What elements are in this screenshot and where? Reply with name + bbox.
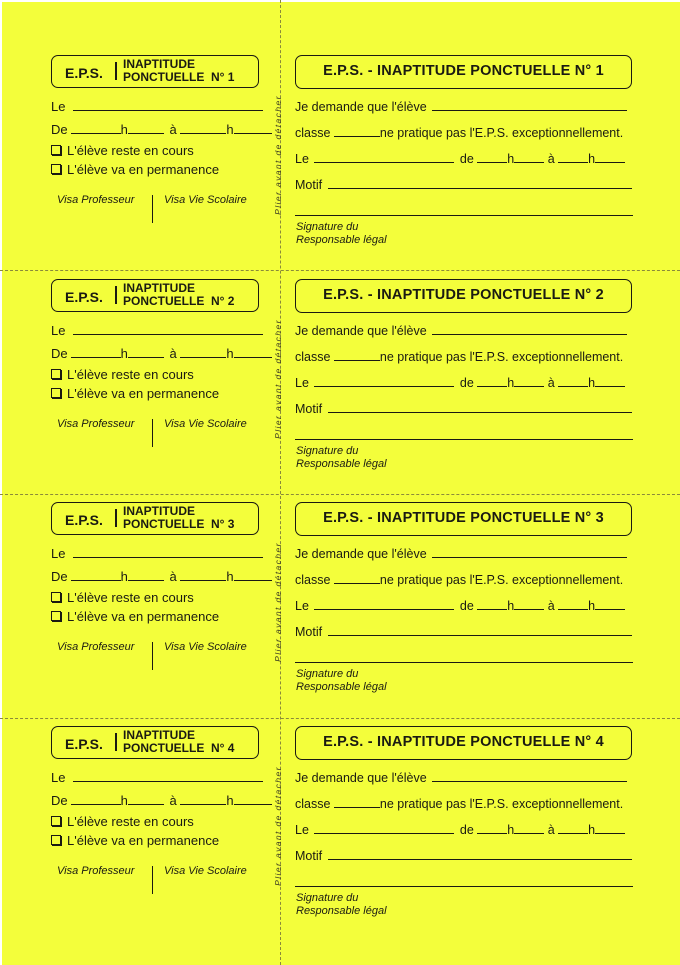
stub-end-minute-field[interactable] [234, 792, 272, 805]
stub-option-permanence[interactable] [51, 386, 219, 401]
coupon-classe-label: classe [295, 573, 331, 587]
stub-start-hour-field[interactable] [71, 792, 121, 805]
stub-date-row [51, 98, 263, 114]
stub-title-line1: INAPTITUDE [123, 281, 195, 295]
coupon-end-minute-field[interactable] [595, 150, 625, 163]
coupon-motif-line2[interactable] [295, 662, 633, 663]
coupon-classe-suffix: ne pratique pas l'E.P.S. exceptionnellement. [379, 797, 624, 811]
fold-instruction [272, 304, 284, 454]
coupon-class-row [295, 795, 623, 811]
coupon-end-minute-field[interactable] [595, 821, 625, 834]
stub-date-row [51, 545, 263, 561]
stub-title [123, 505, 234, 531]
coupon-student-name-field[interactable] [432, 769, 627, 782]
stub-title [123, 729, 234, 755]
coupon-classe-label: classe [295, 126, 331, 140]
fold-instruction [272, 527, 284, 677]
stub-end-hour-field[interactable] [180, 568, 226, 581]
stub-a-label: à [169, 569, 177, 584]
coupon-le-label: Le [295, 376, 309, 390]
coupon-motif-line2[interactable] [295, 886, 633, 887]
coupon-motif-row [295, 400, 632, 416]
coupon-le-label: Le [295, 599, 309, 613]
coupon-de-label: de [459, 376, 474, 390]
coupon-de-label: de [459, 823, 474, 837]
coupon-start-minute-field[interactable] [514, 150, 544, 163]
visa-vie-scolaire-label: Visa Vie Scolaire [164, 194, 247, 206]
stub-option-permanence-label: L'élève va en permanence [67, 162, 220, 177]
stub-time-row [51, 345, 272, 361]
stub-option-cours[interactable] [51, 367, 194, 382]
coupon-h1-label: h [507, 376, 515, 390]
stub-header-divider [115, 286, 117, 304]
stub-option-cours-label: L'élève reste en cours [67, 814, 194, 829]
coupon-h1-label: h [507, 599, 515, 613]
visa-divider [152, 866, 153, 894]
coupon-classe-label: classe [295, 350, 331, 364]
stub-de-label: De [51, 793, 68, 808]
coupon-date-field[interactable] [314, 150, 454, 163]
inaptitude-slip [0, 40, 680, 264]
coupon-motif-field[interactable] [328, 847, 632, 860]
stub-end-minute-field[interactable] [234, 121, 272, 134]
coupon-classe-suffix: ne pratique pas l'E.P.S. exceptionnellement. [379, 350, 624, 364]
signature-line2: Responsable légal [296, 681, 387, 693]
visa-professeur-label: Visa Professeur [57, 865, 135, 877]
stub-a-label: à [169, 122, 177, 137]
stub-start-hour-field[interactable] [71, 568, 121, 581]
visa-professeur-label: Visa Professeur [57, 194, 135, 206]
stub-header [51, 502, 259, 535]
coupon-date-row [295, 597, 625, 613]
coupon-signature-label [296, 445, 387, 471]
visa-vie-scolaire-label: Visa Vie Scolaire [164, 418, 247, 430]
coupon-demande-label: Je demande que l'élève [295, 100, 427, 114]
stub-de-label: De [51, 122, 68, 137]
checkbox-icon[interactable] [51, 835, 61, 845]
coupon-h2-label: h [588, 823, 596, 837]
inaptitude-slip [0, 487, 680, 711]
stub-de-label: De [51, 346, 68, 361]
fold-instruction-text: Plier avant de détacher [273, 766, 283, 886]
coupon-signature-label [296, 221, 387, 247]
coupon-classe-suffix: ne pratique pas l'E.P.S. exceptionnellement. [379, 126, 624, 140]
stub-title-line2: PONCTUELLE N° 1 [123, 70, 235, 84]
inaptitude-slip [0, 711, 680, 935]
stub-header-divider [115, 733, 117, 751]
coupon-signature-label [296, 892, 387, 918]
coupon-start-hour-field[interactable] [477, 150, 507, 163]
horizontal-cut-line [0, 494, 680, 495]
stub-h2-label: h [226, 793, 234, 808]
checkbox-icon[interactable] [51, 592, 61, 602]
coupon-date-field[interactable] [314, 374, 454, 387]
coupon-motif-row [295, 847, 632, 863]
inaptitude-slip [0, 264, 680, 488]
visa-divider [152, 195, 153, 223]
coupon-class-field[interactable] [334, 795, 380, 808]
signature-line2: Responsable légal [296, 458, 387, 470]
stub-header [51, 726, 259, 759]
signature-line2: Responsable légal [296, 234, 387, 246]
stub-header-divider [115, 509, 117, 527]
stub-title [123, 58, 234, 84]
coupon-class-row [295, 348, 623, 364]
stub-time-row [51, 792, 272, 808]
stub-le-label: Le [51, 546, 66, 561]
horizontal-cut-line [0, 718, 680, 719]
stub-header [51, 55, 259, 88]
stub-option-cours[interactable] [51, 590, 194, 605]
stub-title-line1: INAPTITUDE [123, 57, 195, 71]
coupon-title: E.P.S. - INAPTITUDE PONCTUELLE N° 1 [295, 55, 632, 89]
stub-start-minute-field[interactable] [128, 345, 164, 358]
coupon-end-minute-field[interactable] [595, 597, 625, 610]
stub-header [51, 279, 259, 312]
signature-line1: Signature du [296, 892, 359, 904]
coupon-de-label: de [459, 599, 474, 613]
coupon-a-label: à [547, 376, 555, 390]
stub-h2-label: h [226, 122, 234, 137]
visa-vie-scolaire-label: Visa Vie Scolaire [164, 865, 247, 877]
stub-start-minute-field[interactable] [128, 121, 164, 134]
fold-instruction [272, 80, 284, 230]
coupon-date-field[interactable] [314, 597, 454, 610]
stub-eps-label: E.P.S. [65, 289, 103, 305]
coupon-student-row [295, 322, 627, 338]
coupon-title: E.P.S. - INAPTITUDE PONCTUELLE N° 3 [295, 502, 632, 536]
stub-le-label: Le [51, 770, 66, 785]
checkbox-icon[interactable] [51, 816, 61, 826]
coupon-demande-label: Je demande que l'élève [295, 547, 427, 561]
coupon-motif-field[interactable] [328, 176, 632, 189]
stub-h1-label: h [120, 793, 128, 808]
coupon-end-hour-field[interactable] [558, 150, 588, 163]
signature-line1: Signature du [296, 221, 359, 233]
coupon-date-row [295, 821, 625, 837]
coupon-classe-label: classe [295, 797, 331, 811]
stub-h2-label: h [226, 346, 234, 361]
stub-a-label: à [169, 346, 177, 361]
stub-option-permanence[interactable] [51, 609, 219, 624]
coupon-le-label: Le [295, 823, 309, 837]
stub-option-permanence[interactable] [51, 833, 219, 848]
coupon-student-row [295, 545, 627, 561]
stub-option-permanence[interactable] [51, 162, 219, 177]
stub-option-cours-label: L'élève reste en cours [67, 143, 194, 158]
coupon-class-field[interactable] [334, 348, 380, 361]
coupon-classe-suffix: ne pratique pas l'E.P.S. exceptionnellement. [379, 573, 624, 587]
stub-start-minute-field[interactable] [128, 568, 164, 581]
coupon-start-minute-field[interactable] [514, 597, 544, 610]
stub-date-row [51, 322, 263, 338]
checkbox-icon[interactable] [51, 388, 61, 398]
stub-header-divider [115, 62, 117, 80]
stub-eps-label: E.P.S. [65, 736, 103, 752]
coupon-motif-label: Motif [295, 178, 323, 192]
coupon-motif-row [295, 623, 632, 639]
stub-date-field[interactable] [73, 322, 263, 335]
stub-option-permanence-label: L'élève va en permanence [67, 386, 220, 401]
stub-h1-label: h [120, 346, 128, 361]
coupon-start-hour-field[interactable] [477, 821, 507, 834]
stub-date-field[interactable] [73, 98, 263, 111]
stub-h1-label: h [120, 122, 128, 137]
coupon-date-field[interactable] [314, 821, 454, 834]
stub-end-hour-field[interactable] [180, 121, 226, 134]
coupon-start-hour-field[interactable] [477, 374, 507, 387]
visa-divider [152, 419, 153, 447]
signature-line2: Responsable légal [296, 905, 387, 917]
stub-end-minute-field[interactable] [234, 345, 272, 358]
stub-end-minute-field[interactable] [234, 568, 272, 581]
fold-instruction [272, 751, 284, 901]
coupon-motif-label: Motif [295, 402, 323, 416]
stub-end-hour-field[interactable] [180, 792, 226, 805]
stub-end-hour-field[interactable] [180, 345, 226, 358]
stub-option-permanence-label: L'élève va en permanence [67, 833, 220, 848]
coupon-demande-label: Je demande que l'élève [295, 771, 427, 785]
stub-date-row [51, 769, 263, 785]
coupon-end-hour-field[interactable] [558, 374, 588, 387]
stub-date-field[interactable] [73, 769, 263, 782]
coupon-h2-label: h [588, 599, 596, 613]
checkbox-icon[interactable] [51, 164, 61, 174]
coupon-motif-label: Motif [295, 625, 323, 639]
coupon-title: E.P.S. - INAPTITUDE PONCTUELLE N° 4 [295, 726, 632, 760]
coupon-class-row [295, 571, 623, 587]
stub-title-line2: PONCTUELLE N° 4 [123, 741, 235, 755]
fold-instruction-text: Plier avant de détacher [273, 542, 283, 662]
fold-instruction-text: Plier avant de détacher [273, 95, 283, 215]
coupon-end-minute-field[interactable] [595, 374, 625, 387]
coupon-student-name-field[interactable] [432, 98, 627, 111]
stub-h2-label: h [226, 569, 234, 584]
coupon-class-row [295, 124, 623, 140]
coupon-de-label: de [459, 152, 474, 166]
coupon-demande-label: Je demande que l'élève [295, 324, 427, 338]
stub-start-hour-field[interactable] [71, 345, 121, 358]
stub-option-cours[interactable] [51, 814, 194, 829]
coupon-date-row [295, 150, 625, 166]
coupon-end-hour-field[interactable] [558, 597, 588, 610]
coupon-motif-field[interactable] [328, 400, 632, 413]
coupon-a-label: à [547, 599, 555, 613]
coupon-student-name-field[interactable] [432, 322, 627, 335]
stub-option-cours-label: L'élève reste en cours [67, 367, 194, 382]
stub-option-cours[interactable] [51, 143, 194, 158]
checkbox-icon[interactable] [51, 145, 61, 155]
fold-instruction-text: Plier avant de détacher [273, 319, 283, 439]
signature-line1: Signature du [296, 668, 359, 680]
visa-professeur-label: Visa Professeur [57, 641, 135, 653]
coupon-motif-label: Motif [295, 849, 323, 863]
visa-divider [152, 642, 153, 670]
coupon-h1-label: h [507, 152, 515, 166]
coupon-motif-field[interactable] [328, 623, 632, 636]
coupon-student-name-field[interactable] [432, 545, 627, 558]
stub-eps-label: E.P.S. [65, 65, 103, 81]
coupon-h1-label: h [507, 823, 515, 837]
stub-title-line2: PONCTUELLE N° 3 [123, 517, 235, 531]
stub-de-label: De [51, 569, 68, 584]
stub-option-cours-label: L'élève reste en cours [67, 590, 194, 605]
stub-time-row [51, 568, 272, 584]
coupon-student-row [295, 98, 627, 114]
horizontal-cut-line [0, 270, 680, 271]
coupon-title: E.P.S. - INAPTITUDE PONCTUELLE N° 2 [295, 279, 632, 313]
coupon-start-minute-field[interactable] [514, 374, 544, 387]
stub-start-hour-field[interactable] [71, 121, 121, 134]
coupon-date-row [295, 374, 625, 390]
coupon-h2-label: h [588, 152, 596, 166]
stub-time-row [51, 121, 272, 137]
stub-h1-label: h [120, 569, 128, 584]
coupon-a-label: à [547, 823, 555, 837]
coupon-class-field[interactable] [334, 124, 380, 137]
coupon-end-hour-field[interactable] [558, 821, 588, 834]
coupon-a-label: à [547, 152, 555, 166]
coupon-class-field[interactable] [334, 571, 380, 584]
coupon-motif-line2[interactable] [295, 215, 633, 216]
stub-eps-label: E.P.S. [65, 512, 103, 528]
stub-title [123, 282, 234, 308]
stub-a-label: à [169, 793, 177, 808]
checkbox-icon[interactable] [51, 611, 61, 621]
checkbox-icon[interactable] [51, 369, 61, 379]
coupon-start-minute-field[interactable] [514, 821, 544, 834]
coupon-start-hour-field[interactable] [477, 597, 507, 610]
stub-date-field[interactable] [73, 545, 263, 558]
stub-le-label: Le [51, 323, 66, 338]
coupon-h2-label: h [588, 376, 596, 390]
visa-professeur-label: Visa Professeur [57, 418, 135, 430]
stub-option-permanence-label: L'élève va en permanence [67, 609, 220, 624]
stub-start-minute-field[interactable] [128, 792, 164, 805]
coupon-motif-line2[interactable] [295, 439, 633, 440]
stub-title-line1: INAPTITUDE [123, 728, 195, 742]
stub-le-label: Le [51, 99, 66, 114]
coupon-signature-label [296, 668, 387, 694]
signature-line1: Signature du [296, 445, 359, 457]
coupon-motif-row [295, 176, 632, 192]
coupon-le-label: Le [295, 152, 309, 166]
visa-vie-scolaire-label: Visa Vie Scolaire [164, 641, 247, 653]
stub-title-line2: PONCTUELLE N° 2 [123, 294, 235, 308]
coupon-student-row [295, 769, 627, 785]
stub-title-line1: INAPTITUDE [123, 504, 195, 518]
